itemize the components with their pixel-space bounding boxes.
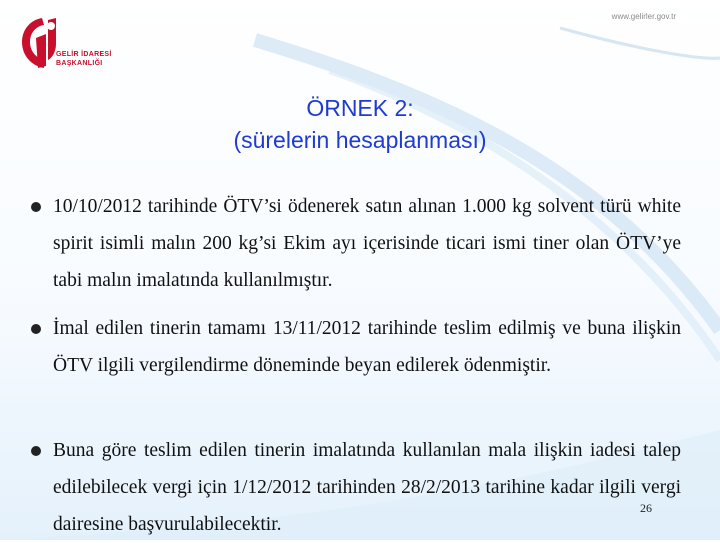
bullet-dot-icon [31, 446, 41, 456]
bullet-item-3: Buna göre teslim edilen tinerin imalatında kullanılan mala ilişkin iadesi talep edilebilecek vergi için 1/12/2012 tarihinden 28/2/2013 tarihine kadar ilgili vergi dairesine başvurulabilecektir. [53, 440, 681, 535]
page-number: 26 [640, 501, 652, 515]
bullet-item-2: İmal edilen tinerin tamamı 13/11/2012 tarihinde teslim edilmiş ve buna ilişkin ÖTV ilgili vergilendirme döneminde beyan edilerek ödenmiştir. [53, 318, 681, 376]
slide-title-line1: ÖRNEK 2: [306, 95, 414, 121]
bullet-item-1: 10/10/2012 tarihinde ÖTV’si ödenerek satın alınan 1.000 kg solvent türü white spirit isimli malın 200 kg’si Ekim ayı içerisinde ticari ismi tiner olan ÖTV’ye tabi malın imalatında kullanılmıştır. [53, 196, 681, 291]
site-url: www.gelirler.gov.tr [611, 12, 676, 21]
logo-text-line2: BAŞKANLIĞI [56, 60, 103, 67]
logo-text-line1: GELİR İDARESİ [56, 51, 112, 58]
bullet-dot-icon [31, 324, 41, 334]
slide-title-line2: (sürelerin hesaplanması) [233, 127, 487, 153]
bullet-dot-icon [31, 202, 41, 212]
